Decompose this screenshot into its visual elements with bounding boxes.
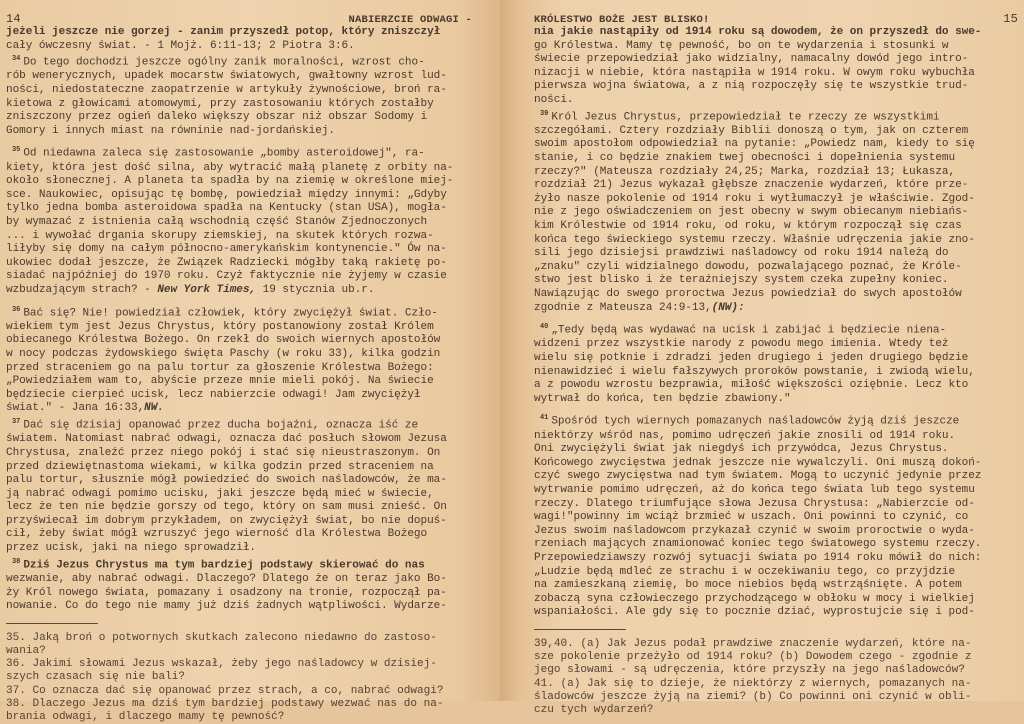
- text-line: jeżeli jeszcze nie gorzej - zanim przyszedł potop, który zniszczył: [6, 26, 441, 38]
- text-line: ności.: [534, 93, 574, 106]
- text-line: kietowa z głowicami atomowymi, przy zastosowaniu których zostałby: [6, 97, 434, 110]
- text-line: nienawidzieć i wielu fałszywych proroków powstanie, i zwiodą wielu,: [534, 365, 975, 378]
- text-line: Dać się dzisiaj opanować przez ducha bojaźni, oznacza iść ze: [23, 419, 419, 432]
- question-line: szych czasach się nie bali?: [6, 671, 185, 684]
- text-line: cały ówczesny świat. - 1 Mojż. 6:11-13; 2 Piotra 3:6.: [6, 39, 355, 52]
- text-line: widzeni przez wszystkie narody z powodu mego imienia. Wtedy też: [534, 338, 949, 351]
- text-line: światem. Natomiast nabrać odwagi, oznacza dać posłuch słowom Jezusa: [6, 433, 447, 446]
- text-line: zniszczony przez ogień daleko większy obszar niż obszar Sodomy i: [6, 111, 428, 124]
- footnote-divider: [6, 623, 98, 624]
- text-line: ży Król nowego świata, pomazany i osadzony na tronie, rozpoczął pa-: [6, 586, 447, 599]
- text-line: Gomory i innych miast na równinie nad-jordańskiej.: [6, 124, 335, 137]
- text-line: siadać najpóźniej do 1970 roku. Czyż faktycznie nie żyjemy w czasie: [6, 270, 447, 283]
- text-line: przez ucisk, jaki na niego sprowadził.: [6, 542, 257, 555]
- citation-nw: (NW):: [711, 301, 745, 314]
- text-line: przed dziewiętnastoma wiekami, w kilka godzin przed straceniem na: [6, 460, 434, 473]
- text-line: świat." - Jana 16:33,: [6, 402, 145, 415]
- right-page-header: [534, 4, 1018, 26]
- text-line: liłyby się domy na całym północno-amerykańskim kontynencie." Ów na-: [6, 243, 447, 256]
- text-line: nizacji w niebie, która nastąpiła w 1914 roku. W owym roku wybuchła: [534, 66, 975, 79]
- text-line: przed straceniem go na palu tortur za głoszenie Królestwa Bożego:: [6, 361, 434, 374]
- running-head: NABIERZCIE ODWAGI -: [348, 14, 472, 26]
- question-line: 37. Co oznacza dać się opanować przez strach, a co, nabrać odwagi?: [6, 684, 444, 697]
- citation-date: 19 stycznia ub.r.: [256, 284, 375, 297]
- text-line: będziecie cierpieć ucisk, lecz nabierzcie odwagi! Jam zwyciężył: [6, 388, 421, 401]
- text-line: zgodnie z Mateusza 24:9-13,: [534, 301, 712, 314]
- text-line: niektórzy wśród nas, pomimo udręczeń jakie znosili od 1914 roku.: [534, 429, 956, 442]
- text-line: „Ludzie będą mdleć ze strachu i w oczekiwaniu tego, co przyjdzie: [534, 565, 956, 578]
- text-line: Dziś Jezus Chrystus ma tym bardziej podstawy skierować do nas: [23, 559, 425, 572]
- text-line: wezwanie, aby nabrać odwagi. Dlaczego? Dlatego że on teraz jako Bo-: [6, 572, 447, 585]
- question-line: czu tych wydarzeń?: [534, 703, 654, 716]
- text-line: a z powodu wzrostu bezprawia, miłość większości oziębnie. Lecz kto: [534, 379, 969, 392]
- page-number: 15: [1003, 12, 1018, 26]
- question-line: jego słowami - są udręczenia, które przyszły na jego naśladowców?: [534, 664, 965, 677]
- text-line: Chrystusa, znaleźć przez niego pokój i stać się nieustraszonym. On: [6, 446, 441, 459]
- text-line: czyć swego zwycięstwa nad tym światem. Mogą to uczynić jedynie przez: [534, 470, 982, 483]
- text-line: stwo jest blisko i że teraźniejszy system czeka zupełny koniec.: [534, 274, 949, 287]
- study-questions: [6, 632, 490, 724]
- text-line: w nocy podczas żydowskiego święta Paschy (w roku 33), kilka godzin: [6, 348, 441, 361]
- text-line: przyświecał im dobrym przykładem, on zwyciężył świat, bo nie dopuś-: [6, 514, 447, 527]
- question-line: brania odwagi, i dlaczego mamy tę pewność?: [6, 710, 285, 723]
- text-line: wytrwanie pomimo udręczeń, aż do końca tego świata lub tego systemu: [534, 484, 975, 497]
- text-line: rzeczy?" (Mateusza rozdziały 24,25; Marka, rozdział 13; Łukasza,: [534, 165, 956, 178]
- text-line: nia jakie nastąpiły od 1914 roku są dowodem, że on przyszedł do swe-: [534, 26, 982, 38]
- question-line: sze pokolenie przeżyło od 1914 roku? (b) Dowodem czego - zgodnie z: [534, 651, 972, 664]
- text-line: palu tortur, słusznie mógł powiedzieć do swoich naśladowców, że ma-: [6, 474, 447, 487]
- left-page-body: [6, 26, 490, 614]
- text-line: „Powiedziałem wam to, abyście przeze mnie mieli pokój. Na świecie: [6, 375, 434, 388]
- text-line: rzeczy. Dlatego triumfujące słowa Jezusa Chrystusa: „Nabierzcie od-: [534, 497, 975, 510]
- question-line: 39,40. (a) Jak Jezus podał prawdziwe znaczenie wydarzeń, które na-: [534, 637, 972, 650]
- paragraph-number: 40: [540, 323, 549, 332]
- text-line: żyło nasze pokolenie od 1914 roku i wytłumaczył je właściwie. Zgod-: [534, 192, 975, 205]
- paragraph-number: 36: [12, 305, 21, 314]
- text-line: pierwsza wojna światowa, a z nią rozpoczęły się te wszystkie trud-: [534, 80, 969, 93]
- text-line: kiety, która jest dość silna, aby wytracić małą planetę z orbity na-: [6, 161, 454, 174]
- text-line: ... i wywołać drgania skorupy ziemskiej, na skutek których rozwa-: [6, 229, 434, 242]
- question-line: 35. Jaką broń o potwornych skutkach zalecono niedawno do zastoso-: [6, 631, 437, 644]
- text-line: wiekiem tym jest Jezus Chrystus, który postanowiony został Królem: [6, 320, 434, 333]
- page-number: 14: [6, 12, 21, 26]
- text-line: Końcowego zwycięstwa jednak jeszcze nie wywalczyli. Oni muszą dokoń-: [534, 456, 982, 469]
- left-page: [0, 0, 500, 723]
- text-line: tylko jedna bomba asteroidowa spadła na Kentucky (stan USA), mogła-: [6, 202, 447, 215]
- text-line: kim Królestwie od 1914 roku, od roku, w którym rozpoczął się czas: [534, 219, 962, 232]
- text-line: rzeniach mających znamionować koniec tego światowego systemu rzeczy.: [534, 538, 982, 551]
- text-line: ności, niedostateczne zaopatrzenie w artykuły żywnościowe, broń ra-: [6, 84, 447, 97]
- paragraph-number: 37: [12, 418, 21, 427]
- text-line: świecie przepowiedział jako widzialny, namacalny dowód jego intro-: [534, 53, 969, 66]
- text-line: go Królestwa. Mamy tę pewność, bo on te wydarzenia i stosunki w: [534, 39, 949, 52]
- paragraph-number: 39: [540, 109, 549, 118]
- paragraph-number: 38: [12, 557, 21, 566]
- running-head: KRÓLESTWO BOŻE JEST BLISKO!: [534, 14, 710, 26]
- text-line: Przepowiedziawszy rozwój sytuacji świata po 1914 roku mówił do nich:: [534, 551, 982, 564]
- text-line: ukowiec dodał jeszcze, że Związek Radziecki mógłby taką rakietę po-: [6, 256, 447, 269]
- text-line: sili jego dzisiejsi prawdziwi naśladowcy od roku 1914 należą do: [534, 247, 949, 260]
- text-line: Jezus swoim naśladowcom przykazał czynić w swoim proroctwie o wyda-: [534, 524, 975, 537]
- text-line: cił, żeby świat mógł wzruszyć jego wierność dla Królestwa Bożego: [6, 528, 428, 541]
- text-line: „znaku" czyli widzialnego dowodu, pozwalającego poznać, że Króle-: [534, 260, 962, 273]
- text-line: Nawiązując do swego proroctwa Jezus powiedział do swych apostołów: [534, 287, 962, 300]
- footnote-divider: [534, 629, 626, 630]
- question-line: wania?: [6, 644, 46, 657]
- text-line: Król Jezus Chrystus, przepowiedział te rzeczy ze wszystkimi: [551, 111, 940, 124]
- paragraph-number: 34: [12, 55, 21, 64]
- text-line: na zamieszkaną ziemię, bo moce niebios będą wstrząśnięte. A potem: [534, 579, 962, 592]
- text-line: obiecanego Królestwa Bożego. On rzekł do swoich wiernych apostołów: [6, 334, 441, 347]
- right-page-body: [534, 26, 1018, 620]
- text-line: wielu się potknie i zdradzi jeden drugiego i jeden drugiego będzie: [534, 352, 969, 364]
- text-line: rozdział 21) Jezus wykazał głębsze znaczenie wydarzeń, które prze-: [534, 179, 969, 192]
- text-line: Spośród tych wiernych pomazanych naśladowców żyją dziś jeszcze: [551, 416, 960, 429]
- text-line: nie z jego oświadczeniem on jest obecny w swym obiecanym niebiańs-: [534, 206, 969, 219]
- question-line: śladowców jeszcze żyją na ziemi? (b) Co powinni oni czynić w obli-: [534, 690, 972, 703]
- text-line: swoim apostołom odpowiedział na pytanie: „Powiedz nam, kiedy to się: [534, 138, 975, 151]
- text-line: nowanie. Co do tego nie mamy już dziś żadnych wątpliwości. Wydarze-: [6, 600, 447, 613]
- text-line: Do tego dochodzi jeszcze ogólny zanik moralności, wzrost cho-: [23, 56, 425, 69]
- text-line: sce. Naukowiec, opisując tę bombę, powiedział między innymi: „Gdyby: [6, 188, 447, 201]
- text-line: wytrwał do końca, ten będzie zbawiony.": [534, 392, 791, 405]
- text-line: końca tego świeckiego systemu rzeczy. Właśnie udręczenia jakie zno-: [534, 233, 975, 246]
- paragraph-number: 41: [540, 414, 549, 423]
- question-line: 36. Jakimi słowami Jezus wskazał, żeby jego naśladowcy w dzisiej-: [6, 658, 437, 671]
- paragraph-number: 35: [12, 146, 21, 155]
- text-line: ją nabrać odwagi pomimo ucisku, jaki jeszcze będą mieć w świecie,: [6, 487, 434, 500]
- text-line: lecz że ten nie będzie gorszy od tego, który on sam musi znieść. On: [6, 501, 447, 514]
- text-line: by wymazać z istnienia całą wschodnią część Stanów Zjednoczonych: [6, 216, 428, 229]
- text-line: stanie, i co będzie znakiem twej obecności i dopełnienia systemu: [534, 152, 956, 165]
- text-line: rób wenerycznych, upadek mocarstw światowych, gwałtowny wzrost lud-: [6, 70, 447, 83]
- citation-nw: NW.: [144, 402, 164, 415]
- text-line: wspaniałości. Ale gdy się to pocznie dziać, wyprostujcie się i pod-: [534, 606, 975, 619]
- study-questions: [534, 638, 1018, 717]
- question-line: 38. Dlaczego Jezus ma dziś tym bardziej podstawy wezwać nas do na-: [6, 697, 444, 710]
- text-line: wzbudzającym strach? -: [6, 284, 158, 297]
- text-line: Bać się? Nie! powiedział człowiek, który zwyciężył świat. Czło-: [23, 307, 438, 320]
- question-line: 41. (a) Jak się to dzieje, że niektórzy z wiernych, pomazanych na-: [534, 677, 972, 690]
- text-line: szczegółami. Cztery rozdziały Biblii donoszą o tym, jak on czterem: [534, 124, 969, 137]
- text-line: „Tedy będą was wydawać na ucisk i zabijać i będziecie niena-: [551, 324, 947, 337]
- citation-source: New York Times,: [157, 284, 257, 297]
- text-line: wagi!"powinny im wciąż brzmieć w uszach. Oni powinni to czynić, co: [534, 511, 969, 524]
- text-line: zobaczą syna człowieczego przychodzącego w obłoku w mocy i wielkiej: [534, 592, 975, 605]
- text-line: Oni zwyciężyli świat jak niegdyś ich przywódca, Jezus Chrystus.: [534, 443, 949, 456]
- right-page: [500, 0, 1024, 716]
- text-line: około słonecznej. A planeta ta spadła by na ziemię w określone miej-: [6, 175, 454, 188]
- text-line: Od niedawna zaleca się zastosowanie „bomby asteroidowej", ra-: [23, 148, 425, 161]
- left-page-header: [6, 4, 490, 26]
